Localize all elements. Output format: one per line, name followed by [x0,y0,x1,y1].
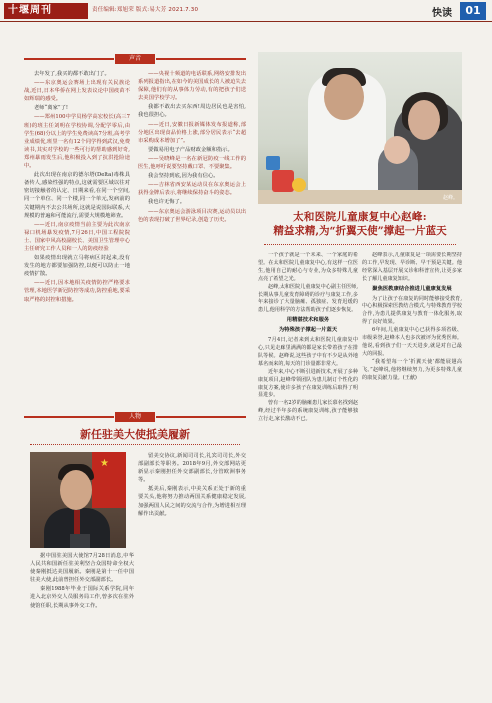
page-header [0,0,492,22]
feature-paragraph: 一个孩子就是一个未来、一个家庭的希望。在太和医院儿童康复中心,有这样一位医生,他用自己的耐心与专业,为众多特殊儿童点亮了希望之光。 [258,252,358,282]
feature-subhead-2: 为特殊孩子撑起一片蓝天 [278,327,338,334]
feature-subhead: 用精湛技术和服务 [286,317,330,324]
toy-ball-yellow [292,178,306,192]
feature-paragraph: 6年间,儿童康复中心已获得多项省级、市级荣誉,赵峰本人也多次被评为优秀医师。他说,看到孩子们一天天进步,就是对自己最大的回报。 [362,327,462,357]
photo-caption: 赵峰。 [442,195,458,201]
feature-column-1 [258,252,358,700]
voice-source: ——东京奥运会游泳项目决赛,运动员以出色的表现打破了世界纪录,创造了历史。 [138,208,246,223]
section-rule-left [24,416,114,418]
voice-item: 如果疫情出现就立马将病区封起来,没有发生的地方都要加强防控,以便可以防止一地疫情扩散。 [24,255,130,278]
headline-divider [264,244,456,247]
feature-headline [258,210,462,238]
feature-paragraph: 赵峰表示,儿童康复是一项需要长期坚持的工作,早发现、早诊断、早干预是关键。他经常深入基层开展义诊和科普宣传,让更多家长了解儿童康复知识。 [362,252,462,282]
feature-title-line1: 太和医院儿童康复中心赵峰: [293,211,427,223]
doctor-face [324,74,364,120]
people-paragraph: 秦刚1988年毕业于国际关系学院,同年进入北京外交人员服务局工作,曾多次在驻外使馆任职,长期从事外交工作。 [30,586,134,609]
section-name: 快读 [432,8,452,19]
voice-source: ——吉林省西安某运动员在东京奥运会上获得金牌后表示,将继续保持奋斗的姿态。 [138,182,246,197]
feature-title-line2: 精益求精,为“折翼天使”撑起一片蓝天 [273,225,447,237]
voices-section-label: 声音 [115,54,155,64]
voice-item: 老师“离家”了! [34,105,69,112]
voice-item: 我会坚持到底,因为我有信心。 [148,173,219,180]
voices-column-2 [138,70,246,404]
paper-logo: 十堰周刊 [4,3,88,19]
face [60,470,92,510]
microphone [70,534,90,548]
people-section-label: 人物 [115,412,155,422]
voice-source: ——近日,南京疫情当前主要为此次南京禄口机场暴发疫情,7月26日,中国工程院院士、国家中风高校副校长、美国卫生管理中心主任研究工作人员和一人的防疫经验 [24,221,130,252]
feature-paragraph: 近年来,中心不断引进新技术,开展了多种康复项目,赵峰带领团队为患儿制订个性化的康复方案,使许多孩子在康复训练后取得了明显进步。 [258,368,358,399]
voice-item: 我都不敢出去买东西!周边居民也是害怕,我也很担心。 [138,104,246,119]
table-surface [258,190,462,204]
people-paragraph: 抵美后,秦刚表示,中美关系正处于新的重要关头,他将努力推动两国关系健康稳定发展,加强两国人民之间的交流与合作,为增进相互理解作出贡献。 [138,486,246,517]
star-icon: ★ [100,458,109,469]
voice-item: 此次出现在南京的德尔塔(Delta)毒株具备传人,感染性强的特点,这就需要区域以往对密切接触者的认定、日期来看,在同一个空间,同一个单位、同一个楼,同一个单元,发病前的关键期内不去公共场所,这就是说国际联系,大规模的普遍和可能流行,需要大规模地筛查。 [24,172,130,219]
voices-section-head [24,54,246,64]
feature-paragraph: 赵峰,太和医院儿童康复中心副主任医师,长期从事儿童发育障碍的诊疗与康复工作,多年来接诊了大量脑瘫、孤独症、发育迟缓的患儿,他用科学的方法帮助孩子们逐步恢复。 [258,283,358,314]
people-column-1 [30,552,134,700]
section-rule-right [156,416,246,418]
section-rule-left [24,58,114,60]
voices-column-1 [24,70,130,404]
section-rule-right [156,58,246,60]
voice-source: ——郑州100中学员杨学高宏校长(高三7班)的班主任刘明在学校协调,分配学零后,由学生(68)分以上的学生免费读高7分班,高考学业成绩优,班里一名有12个同学得到武汉,免费读书,其实对学校的一些可行的帮助感到好奇,郑州暴雨发生后,他积极投入到了抗洪抢险途中。 [24,114,130,170]
voice-source: ——吴晓峰是一名在新冠防疫一线工作的医生,他呼吁说要坚持戴口罩、不要聚集。 [138,155,246,171]
toy-block-red [272,170,294,192]
people-column-2 [138,452,246,700]
voice-item: 我也许无悔了。 [148,199,186,206]
people-paragraph: 据中国驻美国大使馆7月28日消息,中华人民共和国新任驻美利坚合众国特命全权大使秦刚抵达美国履新。秦刚是第十一任中国驻美大使,此前曾担任外交部副部长。 [30,553,134,584]
feature-photo [258,52,462,204]
page-number: 01 [460,2,486,20]
people-divider [30,444,240,445]
feature-subhead: 聚焦医教康结合推进儿童康复发展 [372,285,452,292]
toy-block-blue [266,156,280,170]
voice-source: ——东京奥运会赛场上出现有关民族论战,近日,日本华侨在网上发表议论中国疫苗不如辉瑞的感受。 [24,80,130,103]
people-section-head [24,412,246,422]
feature-paragraph: 为了让孩子在康复的同时能够接受教育,中心积极探索医教结合模式,与特殊教育学校合作,为患儿提供康复与教育一体化服务,取得了良好效果。 [362,295,462,326]
ambassador-photo [30,452,126,548]
editor-meta: 责任编辑:郑旭荣 版式:易大芳 2021.7.30 [92,7,199,13]
voice-source: ——近日,因本地相关疫情防控严格要求管理,本地医学新冠防控等成功,防控重地,要采取严格的封控和措施。 [24,280,130,303]
feature-paragraph: “我希望每一个‘折翼天使’都能展翅高飞。”赵峰说,他将继续努力,为更多特殊儿童的康复贡献力量。(王献) [362,358,462,381]
people-headline: 新任驻美大使抵美履新 [80,428,190,441]
voice-item: 要做易用电子产品财政金额和指示。 [148,146,233,153]
parent-face [408,100,440,140]
feature-paragraph: 7月4日,记者来到太和医院儿童康复中心,只见走廊里满满的都是家长带着孩子在排队等候。赵峰说,这些孩子中有不少是从外地慕名而来的,每天的门诊量都非常大。 [258,337,358,367]
voice-source: ——近日,安徽日报新媒体发布报道称,部分地区出现食品价格上涨,部分居民表示“去超市采购成本增加了”。 [138,121,246,144]
people-paragraph: 留美交协议,新闻司司长,礼宾司司长,外交部副部长等职务。2018年9月,外交部网站更新显示秦刚担任外交部副部长,分管欧洲事务等。 [138,453,246,484]
feature-column-2 [362,252,462,700]
feature-paragraph: 曾有一名2岁的脑瘫患儿家长慕名找到赵峰,经过半年多的系统康复训练,孩子能够独立行走,家长激动不已。 [258,400,358,423]
flag-backdrop [92,452,126,508]
voice-source: ——央视十频道的电话联系,网络安排发出系列报道指出,在如今的美国成长的人被迫失去保障,他们有的从事体力劳动,有的把孩子们送去美国学校学习。 [138,71,246,102]
child-face [384,136,410,164]
voice-item: 去年发了,我买的都不敢出门了。 [34,71,110,77]
